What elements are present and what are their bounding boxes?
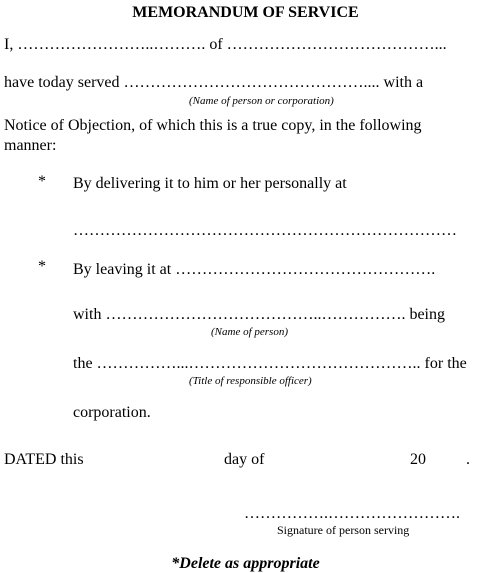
manner-line: manner: xyxy=(4,137,57,154)
server-name-blank[interactable]: ……………………..………. xyxy=(17,36,206,53)
the-word: the xyxy=(73,355,97,372)
server-name-line xyxy=(4,36,447,54)
with-person-blank[interactable]: …………………………………..……………. xyxy=(105,306,406,323)
with-word: with xyxy=(73,306,106,323)
person-corporation-caption: (Name of person or corporation) xyxy=(189,95,334,107)
served-prefix: have today served xyxy=(4,74,124,91)
leaving-address-blank[interactable]: …………………………………………. xyxy=(175,261,436,278)
leaving-line xyxy=(73,261,435,279)
served-line xyxy=(4,74,423,92)
title-line xyxy=(73,355,467,373)
bullet-asterisk: * xyxy=(38,258,46,275)
delivering-address-blank[interactable]: ……………………………………………………………… xyxy=(73,222,457,239)
person-caption: (Name of person) xyxy=(211,326,288,338)
officer-title-caption: (Title of responsible officer) xyxy=(189,375,312,387)
leaving-text: By leaving it at xyxy=(73,261,176,278)
served-suffix: with a xyxy=(379,74,424,91)
notice-line: Notice of Objection, of which this is a true copy, in the following xyxy=(4,117,422,134)
with-line xyxy=(73,306,445,324)
served-party-blank[interactable]: ……………………………………….... xyxy=(123,74,380,91)
being-word: being xyxy=(405,306,445,323)
signature-caption: Signature of person serving xyxy=(277,523,410,537)
page-title: MEMORANDUM OF SERVICE xyxy=(132,4,359,21)
signature-blank[interactable]: …………….……………………. xyxy=(244,505,460,522)
bullet-asterisk: * xyxy=(38,173,46,190)
server-address-blank[interactable]: …………………………………... xyxy=(226,36,447,53)
dated-this-label: DATED this xyxy=(4,451,84,468)
delete-note: *Delete as appropriate xyxy=(171,555,320,572)
officer-title-blank[interactable]: ……………...…………………………………….. xyxy=(96,355,421,372)
corporation-word: corporation. xyxy=(73,404,151,421)
of-word: of xyxy=(205,36,227,53)
year-prefix: 20 xyxy=(410,451,426,468)
year-period: . xyxy=(466,451,470,468)
line-prefix: I, xyxy=(4,36,18,53)
delivering-text: By delivering it to him or her personally at xyxy=(73,175,347,192)
day-of-label: day of xyxy=(224,451,265,468)
for-the-word: for the xyxy=(420,355,467,372)
